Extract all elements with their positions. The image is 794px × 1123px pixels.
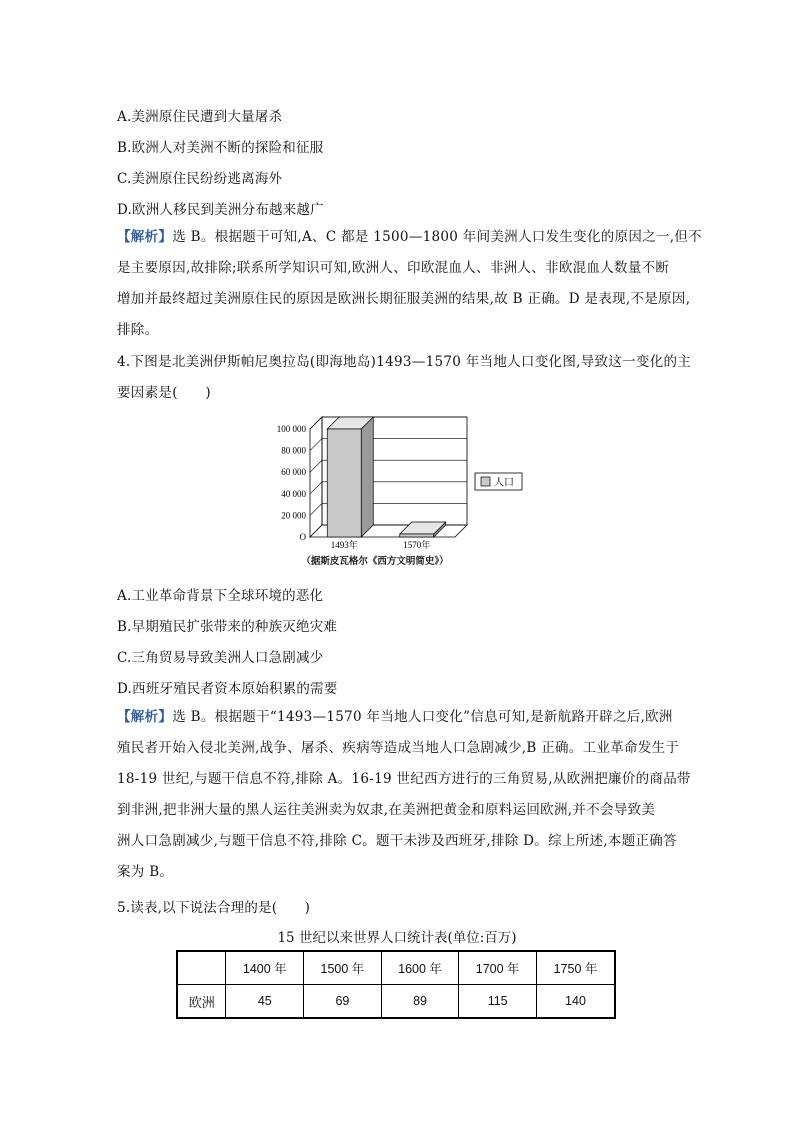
chart-side-wall <box>310 417 322 537</box>
table-row <box>177 985 615 1019</box>
table-header-row <box>177 951 615 985</box>
q3-analysis <box>117 222 702 346</box>
chart-legend-swatch <box>481 477 490 486</box>
table-header-cell: 1400 年 <box>226 951 304 985</box>
table-header-cell: 1500 年 <box>304 951 382 985</box>
chart-legend-label: 人口 <box>494 477 514 489</box>
q4-analysis-line: 18-19 世纪,与题干信息不符,排除 A。16-19 世纪西方进行的三角贸易,从欧洲把廉价的商品带 <box>117 771 691 787</box>
chart-bar-side <box>361 417 373 537</box>
q4-analysis-line: 到非洲,把非洲大量的黑人运往美洲卖为奴隶,在美洲把黄金和原料运回欧洲,并不会导致美 <box>117 802 656 818</box>
q3-option-a: A.美洲原住民遭到大量屠杀 <box>117 109 283 125</box>
q4-stem-line: 要因素是( ) <box>117 385 211 401</box>
table-cell: 89 <box>381 985 459 1019</box>
chart-source-caption: （据斯皮瓦格尔《西方文明简史》） <box>301 556 449 567</box>
q3-analysis-line: 是主要原因,故排除;联系所学知识可知,欧洲人、印欧混血人、非洲人、非欧混血人数量不断 <box>117 260 670 276</box>
q3-analysis-line: 排除。 <box>117 322 159 338</box>
q4-analysis-line: 案为 B。 <box>117 864 174 880</box>
chart-y-tick-label: O <box>299 532 306 542</box>
table-header-cell <box>177 951 226 985</box>
chart-x-tick-label: 1570年 <box>403 540 431 550</box>
q4-option-a: A.工业革命背景下全球环境的恶化 <box>117 588 324 604</box>
population-chart-svg <box>263 408 553 573</box>
table-header-cell: 1600 年 <box>381 951 459 985</box>
chart-y-tick-label: 20 000 <box>281 510 306 521</box>
table-header-cell: 1700 年 <box>459 951 537 985</box>
q4-analysis-line: 洲人口急剧减少,与题干信息不符,排除 C。题干未涉及西班牙,排除 D。综上所述,本题正确答 <box>117 833 677 849</box>
chart-y-tick-label: 40 000 <box>281 488 306 499</box>
table-cell: 140 <box>536 985 615 1019</box>
q4-stem-line: 4.下图是北美洲伊斯帕尼奥拉岛(即海地岛)1493—1570 年当地人口变化图,导致这一变化的主 <box>117 354 692 370</box>
q3-option-d: D.欧洲人移民到美洲分布越来越广 <box>117 202 324 218</box>
q5-stem: 5.读表,以下说法合理的是( ) <box>117 900 311 916</box>
analysis-tag: 【解析】 <box>117 229 173 245</box>
q4-option-c: C.三角贸易导致美洲人口急剧减少 <box>117 650 324 666</box>
table-cell: 115 <box>459 985 537 1019</box>
chart-y-tick-label: 100 000 <box>276 424 306 434</box>
q4-option-d: D.西班牙殖民者资本原始积累的需要 <box>117 681 338 697</box>
population-table <box>176 950 616 1019</box>
chart-x-tick-label: 1493年 <box>330 540 358 550</box>
q3-option-c: C.美洲原住民纷纷逃离海外 <box>117 171 283 187</box>
q3-analysis-line: 增加并最终超过美洲原住民的原因是欧洲长期征服美洲的结果,故 B 正确。D 是表现,不是原因, <box>117 291 691 307</box>
table-cell: 69 <box>304 985 382 1019</box>
table-cell: 45 <box>226 985 304 1019</box>
chart-bar <box>327 429 361 537</box>
q4-analysis-line: 殖民者开始入侵北美洲,战争、屠杀、疾病等造成当地人口急剧减少,B 正确。工业革命发生于 <box>117 740 680 756</box>
table-row-label: 欧洲 <box>177 985 226 1019</box>
q4-analysis <box>117 702 692 888</box>
chart-y-tick-label: 60 000 <box>281 467 306 478</box>
table-title: 15 世纪以来世界人口统计表(单位:百万) <box>277 930 517 946</box>
q3-option-b: B.欧洲人对美洲不断的探险和征服 <box>117 140 324 156</box>
q4-option-b: B.早期殖民扩张带来的种族灭绝灾难 <box>117 619 338 635</box>
q4-stem <box>117 347 692 409</box>
table-header-cell: 1750 年 <box>536 951 615 985</box>
q3-analysis-line: 选 B。根据题干可知,A、C 都是 1500—1800 年间美洲人口发生变化的原因之一,但不 <box>172 229 702 245</box>
population-chart <box>263 408 553 573</box>
analysis-tag: 【解析】 <box>117 709 173 725</box>
q4-analysis-line: 选 B。根据题干“1493—1570 年当地人口变化”信息可知,是新航路开辟之后,欧洲 <box>172 709 673 725</box>
chart-y-tick-label: 80 000 <box>281 445 306 456</box>
chart-bar <box>400 534 434 537</box>
